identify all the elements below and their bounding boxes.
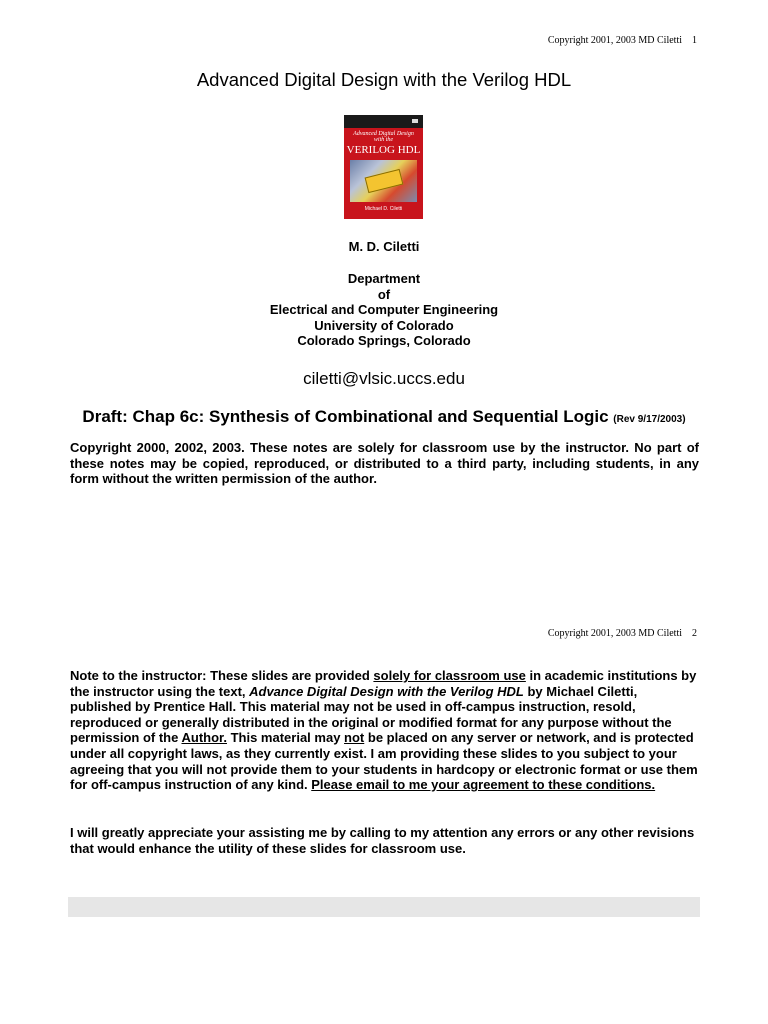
appreciation-note: I will greatly appreciate your assisting me by calling to my attention any errors or any other revisions that would enhance the utility of these slides for classroom use.	[70, 825, 695, 856]
underlined-text: not	[344, 730, 365, 746]
document-title: Advanced Digital Design with the Verilog HDL	[196, 69, 572, 90]
email-request: Please email to me your agreement to these conditions.	[311, 777, 656, 793]
page-header	[548, 35, 697, 46]
cover-author: Michael D. Ciletti	[364, 206, 403, 212]
header-copyright: Copyright 2001, 2003 MD Ciletti	[547, 35, 682, 46]
copyright-notice: Copyright 2000, 2002, 2003. These notes are solely for classroom use by the instructor. No part of these notes may be copied, reproduced, or distributed to a third party, including students, in any form without the written permission of the author.	[70, 440, 699, 487]
author-name: M. D. Ciletti	[348, 239, 420, 254]
affiliation-line: Department	[347, 271, 421, 286]
page-number: 1	[692, 35, 697, 46]
cover-artwork	[350, 160, 417, 202]
affiliation-line: Electrical and Computer Engineering	[269, 302, 499, 318]
instructor-note: Note to the instructor: These slides are provided solely for classroom use in academic institutions by the instructor using the text, Advance Digital Design with the Verilog HDL by Michael Ciletti, published by Prentice Hall. This material may not be used in off-campus instruction, resold, reproduced or generally distributed in the original or modified format for any purpose without the permission of the Author. This material may not be placed on any server or network, and is protected under all copyright laws, as they currently exist. I am providing these slides to you subject to your agreeing that you will not provide them to your students in hardcopy or electronic format or use them for off-campus instruction of any kind. Please email to me your agreement to these conditions.	[70, 668, 698, 793]
chip-icon	[365, 169, 404, 193]
underlined-text: solely for classroom use	[373, 668, 526, 683]
affiliation-line: University of Colorado	[314, 317, 454, 333]
book-title: Advance Digital Design with the Verilog HDL	[249, 683, 524, 699]
affiliation-line: of	[377, 286, 391, 302]
underlined-text: Author.	[181, 730, 227, 746]
affiliation-line: Colorado Springs, Colorado	[297, 333, 471, 349]
email-address: ciletti@vlsic.uccs.edu	[303, 369, 465, 388]
header-copyright: Copyright 2001, 2003 MD Ciletti	[547, 628, 682, 639]
affiliation-block	[0, 271, 768, 349]
draft-revision: (Rev 9/17/2003)	[613, 414, 686, 425]
draft-title	[0, 407, 768, 427]
page-number: 2	[692, 628, 697, 639]
cover-subtitle: Advanced Digital Design with the	[353, 131, 414, 143]
page-header	[548, 628, 697, 639]
footer-bar	[68, 897, 700, 917]
draft-title-text: Draft: Chap 6c: Synthesis of Combinational and Sequential Logic	[82, 407, 609, 426]
publisher-logo-icon	[412, 119, 418, 123]
cover-title: VERILOG HDL	[346, 144, 421, 156]
book-cover-image	[344, 115, 423, 219]
